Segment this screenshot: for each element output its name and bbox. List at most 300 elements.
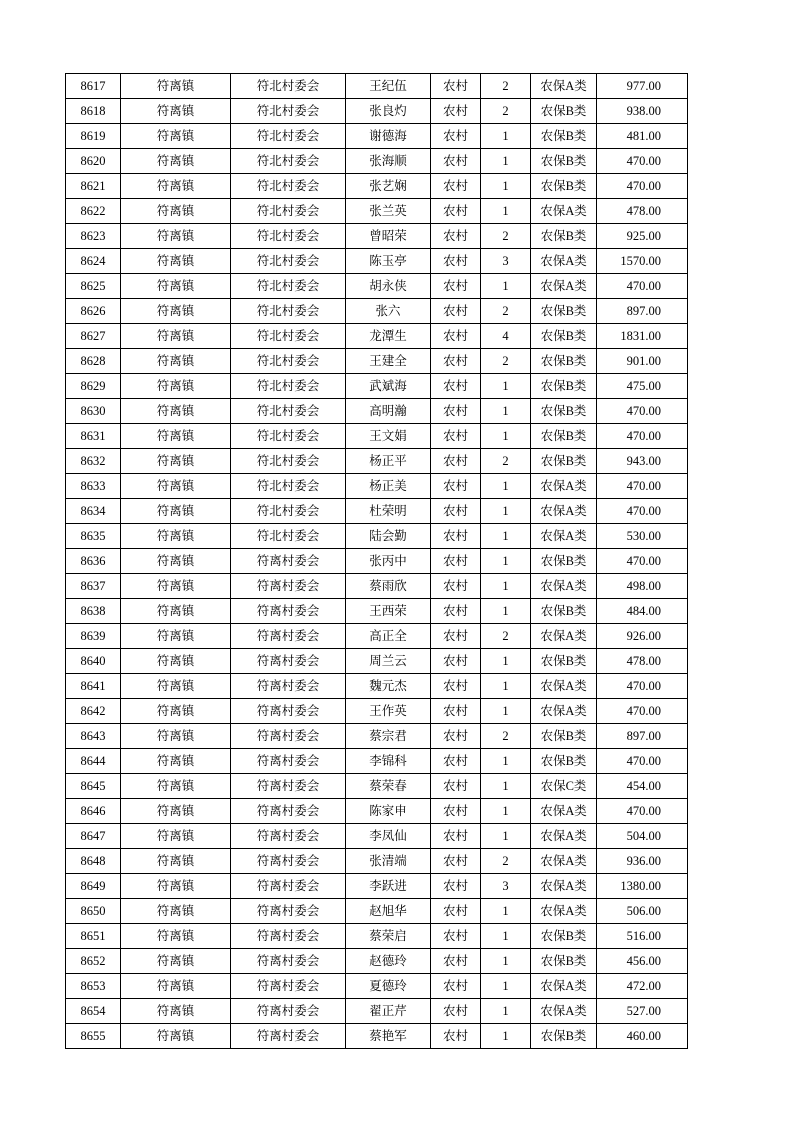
cell-town: 符离镇 [121,599,231,624]
cell-count: 1 [481,649,531,674]
cell-name: 蔡雨欣 [346,574,431,599]
cell-id: 8654 [66,999,121,1024]
cell-amount: 498.00 [597,574,688,599]
cell-amount: 1831.00 [597,324,688,349]
cell-town: 符离镇 [121,249,231,274]
cell-id: 8617 [66,74,121,99]
cell-insurance: 农保B类 [531,924,597,949]
cell-amount: 1380.00 [597,874,688,899]
cell-name: 蔡宗君 [346,724,431,749]
cell-insurance: 农保B类 [531,599,597,624]
cell-amount: 470.00 [597,499,688,524]
cell-id: 8625 [66,274,121,299]
cell-amount: 936.00 [597,849,688,874]
cell-count: 1 [481,149,531,174]
cell-category: 农村 [431,149,481,174]
cell-town: 符离镇 [121,949,231,974]
cell-insurance: 农保A类 [531,74,597,99]
cell-village: 符离村委会 [231,899,346,924]
cell-name: 周兰云 [346,649,431,674]
cell-insurance: 农保C类 [531,774,597,799]
cell-town: 符离镇 [121,924,231,949]
cell-id: 8634 [66,499,121,524]
cell-village: 符北村委会 [231,499,346,524]
cell-town: 符离镇 [121,699,231,724]
cell-town: 符离镇 [121,124,231,149]
cell-id: 8627 [66,324,121,349]
cell-category: 农村 [431,699,481,724]
cell-id: 8640 [66,649,121,674]
cell-category: 农村 [431,274,481,299]
cell-amount: 470.00 [597,399,688,424]
cell-category: 农村 [431,424,481,449]
cell-amount: 470.00 [597,749,688,774]
cell-insurance: 农保B类 [531,449,597,474]
cell-insurance: 农保B类 [531,99,597,124]
cell-id: 8632 [66,449,121,474]
table-row [66,199,688,224]
cell-category: 农村 [431,399,481,424]
cell-name: 张六 [346,299,431,324]
cell-count: 1 [481,124,531,149]
cell-village: 符离村委会 [231,874,346,899]
cell-count: 1 [481,974,531,999]
cell-category: 农村 [431,574,481,599]
cell-name: 张丙中 [346,549,431,574]
cell-count: 1 [481,399,531,424]
cell-insurance: 农保A类 [531,274,597,299]
cell-insurance: 农保B类 [531,299,597,324]
cell-insurance: 农保A类 [531,499,597,524]
cell-amount: 1570.00 [597,249,688,274]
cell-category: 农村 [431,499,481,524]
cell-insurance: 农保B类 [531,1024,597,1049]
table-row [66,574,688,599]
cell-id: 8619 [66,124,121,149]
cell-id: 8618 [66,99,121,124]
cell-count: 2 [481,74,531,99]
table-row [66,749,688,774]
table-row [66,649,688,674]
cell-town: 符离镇 [121,449,231,474]
cell-village: 符北村委会 [231,299,346,324]
cell-insurance: 农保B类 [531,374,597,399]
cell-name: 杨正平 [346,449,431,474]
cell-town: 符离镇 [121,524,231,549]
cell-town: 符离镇 [121,774,231,799]
cell-amount: 527.00 [597,999,688,1024]
cell-village: 符北村委会 [231,424,346,449]
cell-insurance: 农保A类 [531,474,597,499]
cell-count: 1 [481,374,531,399]
cell-id: 8653 [66,974,121,999]
cell-id: 8631 [66,424,121,449]
cell-name: 蔡艳军 [346,1024,431,1049]
cell-count: 1 [481,824,531,849]
cell-amount: 977.00 [597,74,688,99]
cell-town: 符离镇 [121,649,231,674]
cell-count: 2 [481,849,531,874]
table-row [66,899,688,924]
cell-amount: 472.00 [597,974,688,999]
cell-id: 8644 [66,749,121,774]
document-page [65,73,688,1049]
cell-village: 符北村委会 [231,99,346,124]
cell-count: 2 [481,349,531,374]
cell-amount: 484.00 [597,599,688,624]
cell-name: 武斌海 [346,374,431,399]
cell-name: 翟正芹 [346,999,431,1024]
table-row [66,599,688,624]
cell-id: 8642 [66,699,121,724]
cell-id: 8649 [66,874,121,899]
cell-amount: 470.00 [597,174,688,199]
table-row [66,424,688,449]
cell-town: 符离镇 [121,74,231,99]
cell-village: 符离村委会 [231,949,346,974]
cell-amount: 530.00 [597,524,688,549]
cell-amount: 504.00 [597,824,688,849]
cell-name: 李跃进 [346,874,431,899]
cell-name: 李凤仙 [346,824,431,849]
cell-id: 8624 [66,249,121,274]
table-row [66,474,688,499]
cell-insurance: 农保B类 [531,324,597,349]
cell-count: 1 [481,699,531,724]
cell-category: 农村 [431,474,481,499]
table-row [66,799,688,824]
cell-town: 符离镇 [121,574,231,599]
cell-insurance: 农保B类 [531,399,597,424]
cell-insurance: 农保B类 [531,224,597,249]
cell-village: 符离村委会 [231,999,346,1024]
cell-amount: 470.00 [597,274,688,299]
cell-count: 2 [481,99,531,124]
cell-village: 符离村委会 [231,549,346,574]
cell-category: 农村 [431,374,481,399]
cell-id: 8647 [66,824,121,849]
cell-village: 符北村委会 [231,124,346,149]
cell-amount: 470.00 [597,699,688,724]
cell-count: 1 [481,599,531,624]
cell-id: 8652 [66,949,121,974]
cell-town: 符离镇 [121,199,231,224]
table-row [66,324,688,349]
table-row [66,849,688,874]
cell-town: 符离镇 [121,149,231,174]
cell-amount: 938.00 [597,99,688,124]
cell-town: 符离镇 [121,399,231,424]
table-row [66,299,688,324]
cell-amount: 470.00 [597,474,688,499]
cell-id: 8628 [66,349,121,374]
cell-insurance: 农保B类 [531,949,597,974]
cell-town: 符离镇 [121,724,231,749]
cell-count: 2 [481,224,531,249]
cell-count: 1 [481,949,531,974]
cell-amount: 470.00 [597,149,688,174]
cell-id: 8630 [66,399,121,424]
table-row [66,399,688,424]
cell-town: 符离镇 [121,974,231,999]
cell-category: 农村 [431,849,481,874]
cell-name: 曾昭荣 [346,224,431,249]
cell-name: 张清端 [346,849,431,874]
cell-insurance: 农保A类 [531,874,597,899]
cell-count: 1 [481,674,531,699]
cell-id: 8622 [66,199,121,224]
cell-amount: 478.00 [597,199,688,224]
cell-insurance: 农保B类 [531,424,597,449]
cell-name: 胡永侠 [346,274,431,299]
cell-insurance: 农保A类 [531,824,597,849]
cell-town: 符离镇 [121,899,231,924]
cell-category: 农村 [431,199,481,224]
cell-name: 陈玉亭 [346,249,431,274]
cell-name: 王西荣 [346,599,431,624]
cell-insurance: 农保A类 [531,624,597,649]
cell-name: 赵德玲 [346,949,431,974]
cell-id: 8650 [66,899,121,924]
cell-id: 8637 [66,574,121,599]
cell-village: 符离村委会 [231,974,346,999]
table-row [66,524,688,549]
cell-village: 符北村委会 [231,524,346,549]
cell-town: 符离镇 [121,999,231,1024]
cell-count: 1 [481,499,531,524]
cell-village: 符离村委会 [231,674,346,699]
cell-count: 1 [481,424,531,449]
table-body [66,74,688,1049]
cell-village: 符北村委会 [231,324,346,349]
cell-town: 符离镇 [121,874,231,899]
cell-village: 符北村委会 [231,474,346,499]
cell-insurance: 农保A类 [531,849,597,874]
cell-name: 杨正美 [346,474,431,499]
cell-count: 2 [481,299,531,324]
cell-count: 1 [481,899,531,924]
table-row [66,274,688,299]
cell-insurance: 农保A类 [531,524,597,549]
cell-town: 符离镇 [121,474,231,499]
cell-category: 农村 [431,949,481,974]
cell-category: 农村 [431,974,481,999]
table-row [66,724,688,749]
table-row [66,374,688,399]
cell-category: 农村 [431,449,481,474]
cell-id: 8623 [66,224,121,249]
table-row [66,174,688,199]
cell-count: 1 [481,574,531,599]
cell-amount: 470.00 [597,549,688,574]
cell-count: 1 [481,474,531,499]
cell-category: 农村 [431,899,481,924]
cell-count: 1 [481,199,531,224]
cell-category: 农村 [431,799,481,824]
cell-village: 符离村委会 [231,774,346,799]
cell-count: 1 [481,999,531,1024]
cell-village: 符离村委会 [231,599,346,624]
cell-village: 符北村委会 [231,349,346,374]
cell-name: 张艺娴 [346,174,431,199]
cell-amount: 897.00 [597,724,688,749]
cell-name: 王文娟 [346,424,431,449]
cell-id: 8635 [66,524,121,549]
cell-town: 符离镇 [121,849,231,874]
cell-village: 符北村委会 [231,274,346,299]
cell-name: 张兰英 [346,199,431,224]
table-row [66,74,688,99]
cell-insurance: 农保A类 [531,199,597,224]
cell-village: 符北村委会 [231,399,346,424]
cell-category: 农村 [431,99,481,124]
cell-insurance: 农保B类 [531,149,597,174]
cell-category: 农村 [431,124,481,149]
cell-town: 符离镇 [121,674,231,699]
cell-name: 杜荣明 [346,499,431,524]
cell-count: 1 [481,924,531,949]
table-row [66,824,688,849]
cell-name: 夏德玲 [346,974,431,999]
cell-village: 符离村委会 [231,924,346,949]
cell-insurance: 农保A类 [531,699,597,724]
cell-category: 农村 [431,924,481,949]
table-row [66,999,688,1024]
cell-insurance: 农保B类 [531,174,597,199]
table-row [66,249,688,274]
cell-count: 1 [481,799,531,824]
cell-count: 2 [481,449,531,474]
cell-id: 8638 [66,599,121,624]
cell-town: 符离镇 [121,749,231,774]
cell-id: 8655 [66,1024,121,1049]
cell-town: 符离镇 [121,499,231,524]
cell-amount: 926.00 [597,624,688,649]
cell-village: 符北村委会 [231,174,346,199]
cell-amount: 478.00 [597,649,688,674]
cell-name: 李锦科 [346,749,431,774]
cell-name: 陈家申 [346,799,431,824]
cell-village: 符离村委会 [231,724,346,749]
cell-id: 8651 [66,924,121,949]
cell-town: 符离镇 [121,374,231,399]
table-row [66,549,688,574]
cell-name: 龙潭生 [346,324,431,349]
cell-name: 赵旭华 [346,899,431,924]
cell-amount: 925.00 [597,224,688,249]
cell-amount: 897.00 [597,299,688,324]
table-row [66,99,688,124]
cell-town: 符离镇 [121,274,231,299]
cell-insurance: 农保B类 [531,749,597,774]
table-row [66,449,688,474]
table-row [66,1024,688,1049]
cell-category: 农村 [431,299,481,324]
table-row [66,699,688,724]
cell-id: 8633 [66,474,121,499]
cell-amount: 470.00 [597,799,688,824]
cell-category: 农村 [431,524,481,549]
cell-name: 蔡荣启 [346,924,431,949]
cell-village: 符离村委会 [231,824,346,849]
cell-id: 8636 [66,549,121,574]
benefits-table [65,73,688,1049]
cell-village: 符北村委会 [231,449,346,474]
cell-category: 农村 [431,674,481,699]
cell-name: 高明瀚 [346,399,431,424]
cell-count: 1 [481,1024,531,1049]
cell-amount: 481.00 [597,124,688,149]
cell-town: 符离镇 [121,1024,231,1049]
cell-insurance: 农保B类 [531,649,597,674]
cell-id: 8621 [66,174,121,199]
cell-village: 符北村委会 [231,199,346,224]
cell-id: 8639 [66,624,121,649]
cell-count: 1 [481,749,531,774]
cell-category: 农村 [431,649,481,674]
cell-id: 8645 [66,774,121,799]
cell-village: 符离村委会 [231,749,346,774]
cell-count: 1 [481,549,531,574]
table-row [66,974,688,999]
cell-category: 农村 [431,724,481,749]
table-row [66,924,688,949]
cell-id: 8643 [66,724,121,749]
cell-village: 符北村委会 [231,74,346,99]
cell-insurance: 农保A类 [531,249,597,274]
cell-town: 符离镇 [121,174,231,199]
cell-name: 张海顺 [346,149,431,174]
cell-town: 符离镇 [121,624,231,649]
cell-amount: 460.00 [597,1024,688,1049]
cell-amount: 470.00 [597,424,688,449]
table-row [66,224,688,249]
cell-name: 张良灼 [346,99,431,124]
cell-name: 高正全 [346,624,431,649]
cell-amount: 901.00 [597,349,688,374]
cell-name: 蔡荣春 [346,774,431,799]
cell-village: 符离村委会 [231,849,346,874]
cell-village: 符北村委会 [231,224,346,249]
cell-insurance: 农保B类 [531,549,597,574]
table-row [66,774,688,799]
cell-insurance: 农保B类 [531,124,597,149]
cell-amount: 456.00 [597,949,688,974]
cell-insurance: 农保A类 [531,974,597,999]
cell-category: 农村 [431,174,481,199]
cell-id: 8629 [66,374,121,399]
cell-name: 王建全 [346,349,431,374]
table-row [66,674,688,699]
cell-name: 王作英 [346,699,431,724]
cell-category: 农村 [431,824,481,849]
table-row [66,349,688,374]
cell-town: 符离镇 [121,349,231,374]
cell-name: 王纪伍 [346,74,431,99]
cell-count: 4 [481,324,531,349]
cell-category: 农村 [431,874,481,899]
table-row [66,949,688,974]
cell-town: 符离镇 [121,824,231,849]
cell-count: 1 [481,774,531,799]
cell-category: 农村 [431,324,481,349]
cell-count: 3 [481,249,531,274]
cell-village: 符离村委会 [231,1024,346,1049]
cell-amount: 470.00 [597,674,688,699]
cell-village: 符北村委会 [231,374,346,399]
cell-count: 2 [481,724,531,749]
cell-insurance: 农保B类 [531,349,597,374]
